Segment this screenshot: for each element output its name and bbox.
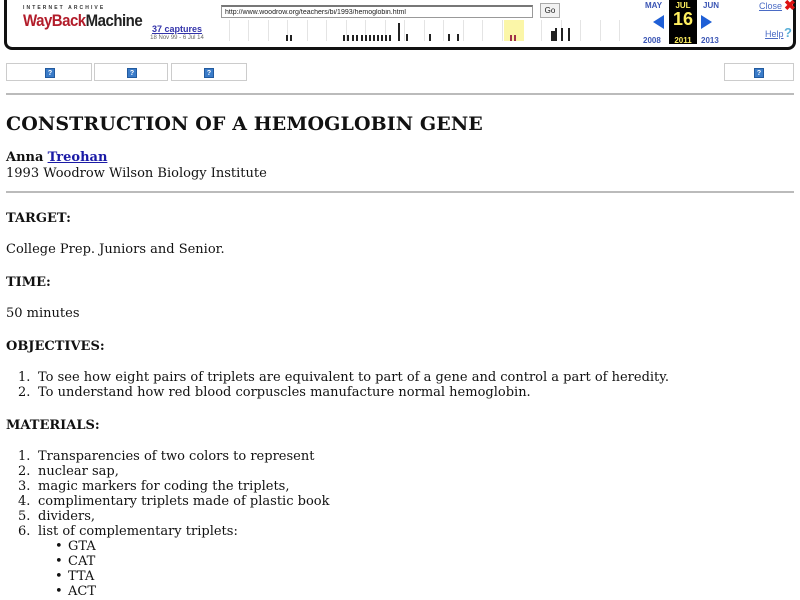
broken-image-icon: ? bbox=[204, 68, 214, 78]
next-year-link[interactable]: 2013 bbox=[701, 36, 719, 45]
time-text: 50 minutes bbox=[6, 306, 80, 321]
author-link[interactable]: Treohan bbox=[47, 150, 108, 165]
close-toolbar-link[interactable]: Close bbox=[759, 1, 783, 11]
nav-button-1[interactable] bbox=[6, 63, 92, 81]
wayback-toolbar bbox=[4, 0, 796, 50]
next-month-link[interactable]: JUN bbox=[703, 1, 720, 10]
target-heading: TARGET: bbox=[6, 211, 71, 226]
divider bbox=[6, 191, 794, 193]
target-text: College Prep. Juniors and Senior. bbox=[6, 242, 225, 257]
divider bbox=[6, 93, 794, 95]
list-item: 4. complimentary triplets made of plastic book bbox=[18, 494, 330, 509]
institute-label: 1993 Woodrow Wilson Biology Institute bbox=[6, 166, 267, 181]
list-item: 2. nuclear sap, bbox=[18, 464, 119, 479]
current-day: 16 bbox=[672, 9, 694, 29]
list-item: 6. list of complementary triplets: bbox=[18, 524, 238, 539]
broken-image-icon: ? bbox=[754, 68, 764, 78]
bullet-icon: • bbox=[55, 554, 63, 569]
triplet-item: • TTA bbox=[55, 569, 95, 584]
author-first-name: Anna bbox=[6, 150, 44, 165]
wayback-logo[interactable] bbox=[23, 5, 143, 35]
materials-heading: MATERIALS: bbox=[6, 418, 100, 433]
captures-link[interactable]: 37 captures bbox=[151, 24, 203, 34]
close-icon[interactable]: ✖ bbox=[784, 0, 796, 13]
internet-archive-label: INTERNET ARCHIVE bbox=[23, 5, 106, 11]
broken-image-icon: ? bbox=[45, 68, 55, 78]
triplet-item: • CAT bbox=[55, 554, 96, 569]
prev-year-link[interactable]: 2008 bbox=[643, 36, 661, 45]
nav-button-3[interactable] bbox=[171, 63, 247, 81]
current-month: JUL bbox=[675, 1, 691, 10]
broken-image-icon: ? bbox=[127, 68, 137, 78]
capture-date-navigator bbox=[641, 0, 755, 44]
triplet-item: • GTA bbox=[55, 539, 96, 554]
go-button[interactable]: Go bbox=[540, 3, 560, 18]
bullet-icon: • bbox=[55, 569, 63, 584]
bullet-icon: • bbox=[55, 539, 63, 554]
time-heading: TIME: bbox=[6, 275, 51, 290]
nav-button-4[interactable] bbox=[724, 63, 794, 81]
current-capture-date bbox=[669, 0, 697, 44]
wayback-url-input[interactable] bbox=[221, 5, 533, 18]
help-icon[interactable]: ? bbox=[784, 25, 792, 40]
help-link[interactable]: Help bbox=[765, 29, 784, 39]
triplets-sublist bbox=[55, 539, 329, 599]
list-item: 5. dividers, bbox=[18, 509, 96, 524]
triplet-item: • ACT bbox=[55, 584, 97, 599]
list-item: 1. Transparencies of two colors to represent bbox=[18, 449, 315, 464]
prev-month-link[interactable]: MAY bbox=[645, 1, 663, 10]
capture-timeline-sparkline[interactable] bbox=[221, 20, 641, 41]
list-item: 1. To see how eight pairs of triplets are equivalent to part of a gene and control a part of heredity. bbox=[18, 370, 670, 385]
objectives-list bbox=[6, 370, 669, 400]
page-title: CONSTRUCTION OF A HEMOGLOBIN GENE bbox=[6, 113, 483, 135]
materials-list bbox=[6, 449, 329, 599]
captures-info bbox=[137, 24, 217, 41]
author-block bbox=[6, 150, 267, 182]
wayback-machine-wordmark: WayBackMachine bbox=[23, 11, 143, 31]
objectives-heading: OBJECTIVES: bbox=[6, 339, 105, 354]
nav-button-2[interactable] bbox=[94, 63, 168, 81]
captures-date-range: 18 Nov 99 - 6 Jul 14 bbox=[150, 35, 204, 41]
prev-capture-arrow-icon[interactable] bbox=[653, 15, 664, 29]
list-item: 3. magic markers for coding the triplets, bbox=[18, 479, 290, 494]
next-capture-arrow-icon[interactable] bbox=[701, 15, 712, 29]
current-year: 2011 bbox=[674, 36, 692, 45]
list-item: 2. To understand how red blood corpuscles manufacture normal hemoglobin. bbox=[18, 385, 531, 400]
bullet-icon: • bbox=[55, 584, 63, 599]
triplets-sublist-container bbox=[6, 539, 329, 599]
